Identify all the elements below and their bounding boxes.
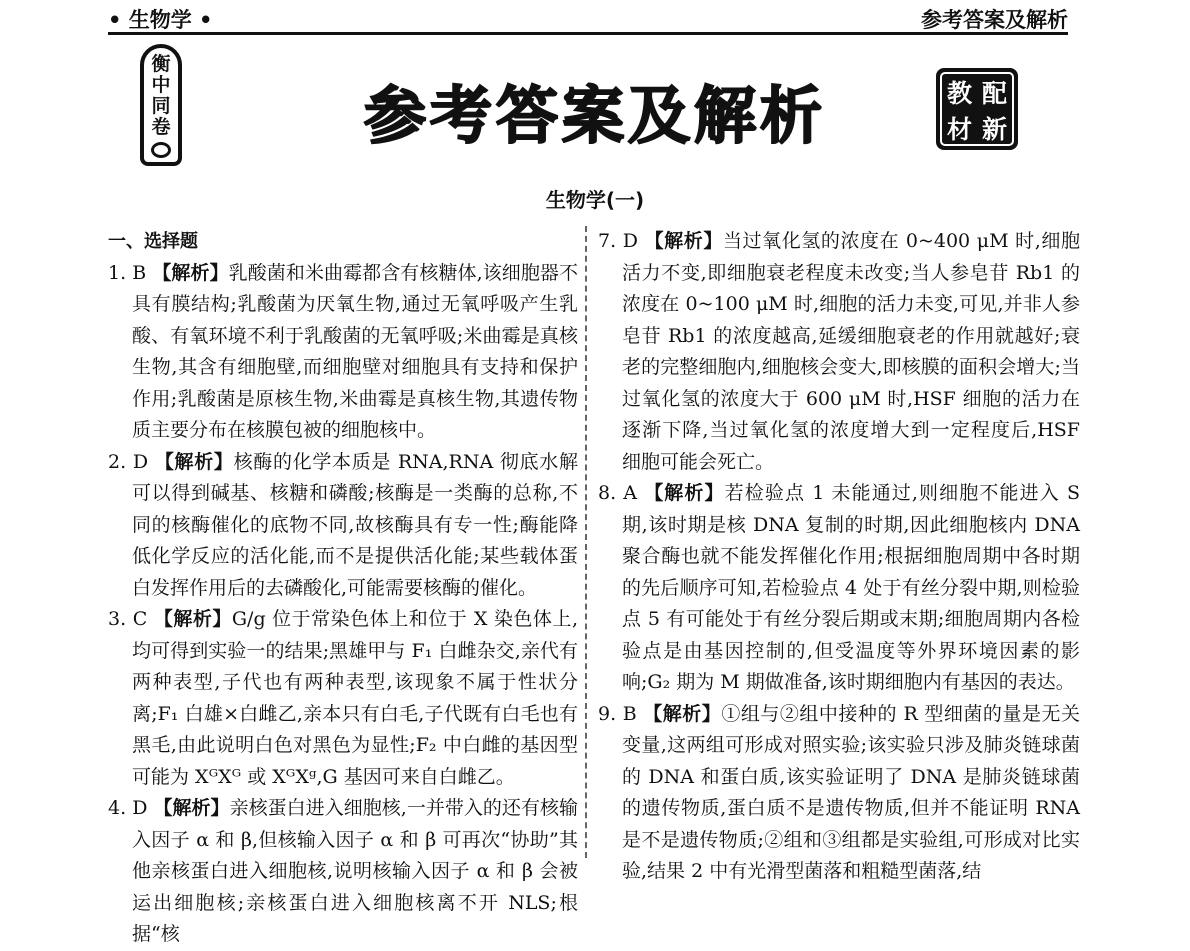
badge-char: 教 [946, 79, 972, 108]
answer-choice: B [132, 261, 147, 284]
answer-number: 8. [598, 482, 617, 504]
column-divider [585, 226, 587, 858]
answer-choice: D [132, 450, 149, 473]
badge-char: 配 [981, 79, 1007, 108]
analysis-tag: 【解析】 [644, 482, 725, 504]
header-section: 参考答案及解析 [921, 8, 1068, 32]
answer-list-right [598, 226, 1080, 888]
analysis-text: 核酶的化学本质是 RNA,RNA 彻底水解可以得到碱基、核糖和磷酸;核酶是一类酶的总称,不同的核酶催化的底物不同,故核酶具有专一性;酶能降低化学反应的活化能,而不是提供活化能;某些载体蛋白发挥作用后的去磷酸化,可能需要核酶的催化。 [132, 450, 578, 599]
seal-char: 中 [151, 74, 171, 96]
answer-entry [598, 699, 1080, 888]
analysis-text: 乳酸菌和米曲霉都含有核糖体,该细胞器不具有膜结构;乳酸菌为厌氧生物,通过无氧呼吸产生乳酸、有氧环境不利于乳酸菌的无氧呼吸;米曲霉是真核生物,其含有细胞壁,而细胞壁对细胞具有支持和保护作用;乳酸菌是原核生物,米曲霉是真核生物,其遗传物质主要分布在核膜包被的细胞核中。 [132, 261, 578, 441]
analysis-tag: 【解析】 [154, 450, 234, 473]
answer-choice: C [132, 608, 148, 630]
answer-number: 7. [598, 230, 617, 252]
section-title: 生物学(一) [545, 188, 645, 212]
analysis-tag: 【解析】 [152, 261, 229, 284]
answer-number: 2. [108, 450, 127, 473]
analysis-tag: 【解析】 [153, 797, 230, 819]
answer-choice: A [623, 482, 638, 504]
answer-list-left [108, 258, 578, 951]
new-textbook-badge [936, 68, 1018, 150]
right-column [598, 226, 1080, 888]
seal-char: 卷 [151, 116, 171, 138]
analysis-text: ①组与②组中接种的 R 型细菌的量是无关变量,这两组可形成对照实验;该实验只涉及肺炎链球菌的 DNA 和蛋白质,该实验证明了 DNA 是肺炎链球菌的遗传物质,蛋白质不是遗传物质,但并不能证明 RNA 是不是遗传物质;②组和③组都是实验组,可形成对比实验,结果 2 中有光滑型菌落和粗糙型菌落,结 [622, 702, 1080, 882]
question-type-heading: 一、选择题 [108, 231, 198, 252]
analysis-text: 亲核蛋白进入细胞核,一并带入的还有核输入因子 α 和 β,但核输入因子 α 和 β 可再次“协助”其他亲核蛋白进入细胞核,说明核输入因子 α 和 β 会被运出细胞核;亲核蛋白进入细胞核离不开 NLS;根据“核 [132, 797, 578, 945]
answer-number: 1. [108, 261, 127, 284]
analysis-text: 若检验点 1 未能通过,则细胞不能进入 S 期,该时期是核 DNA 复制的时期,因此细胞核内 DNA 聚合酶也就不能发挥催化作用;根据细胞周期中各时期的先后顺序可知,若检验点 4 处于有丝分裂中期,则检验点 5 有可能处于有丝分裂后期或末期;细胞周期内各检验点是由基因控制的,但受温度等外界环境因素的影响;G₂ 期为 M 期做准备,该时期细胞内有基因的表达。 [622, 482, 1080, 693]
running-header [108, 0, 1068, 35]
analysis-tag: 【解析】 [644, 230, 723, 252]
answer-number: 9. [598, 702, 617, 725]
badge-char: 新 [981, 115, 1007, 144]
analysis-text: G/g 位于常染色体上和位于 X 染色体上,均可得到实验一的结果;黑雄甲与 F₁ 白雌杂交,亲代有两种表型,子代也有两种表型,该现象不属于性状分离;F₁ 白雄×白雌乙,亲本只有白毛,子代既有白毛也有黑毛,由此说明白色对黑色为显性;F₂ 中白雌的基因型可能为 XᴳXᴳ 或 XᴳXᵍ,G 基因可来自白雌乙。 [132, 608, 578, 788]
answer-entry [598, 226, 1080, 478]
answer-entry [108, 447, 578, 605]
answer-entry [108, 258, 578, 447]
page-title: 参考答案及解析 [363, 79, 826, 152]
seal-char: 同 [151, 95, 171, 117]
answer-choice: B [622, 702, 637, 725]
seal-char: 衡 [151, 53, 171, 75]
answer-number: 4. [108, 797, 127, 819]
answer-entry [108, 793, 578, 951]
header-subject: • 生物学 • [108, 8, 213, 32]
answer-entry [598, 478, 1080, 699]
analysis-tag: 【解析】 [153, 608, 232, 630]
analysis-text: 当过氧化氢的浓度在 0~400 μM 时,细胞活力不变,即细胞衰老程度未改变;当人参皂苷 Rb1 的浓度在 0~100 μM 时,细胞的活力未变,可见,并非人参皂苷 Rb1 的浓度越高,延缓细胞衰老的作用就越好;衰老的完整细胞内,细胞核会变大,即核膜的面积会增大;当过氧化氢的浓度大于 600 μM 时,HSF 细胞的活力在逐渐下降,当过氧化氢的浓度增大到一定程度后,HSF 细胞可能会死亡。 [622, 230, 1080, 473]
analysis-tag: 【解析】 [643, 702, 722, 725]
answer-choice: D [132, 797, 148, 819]
badge-char: 材 [946, 115, 972, 144]
answer-number: 3. [108, 608, 127, 630]
answer-choice: D [622, 230, 638, 252]
left-column [108, 226, 578, 951]
answer-entry [108, 604, 578, 793]
